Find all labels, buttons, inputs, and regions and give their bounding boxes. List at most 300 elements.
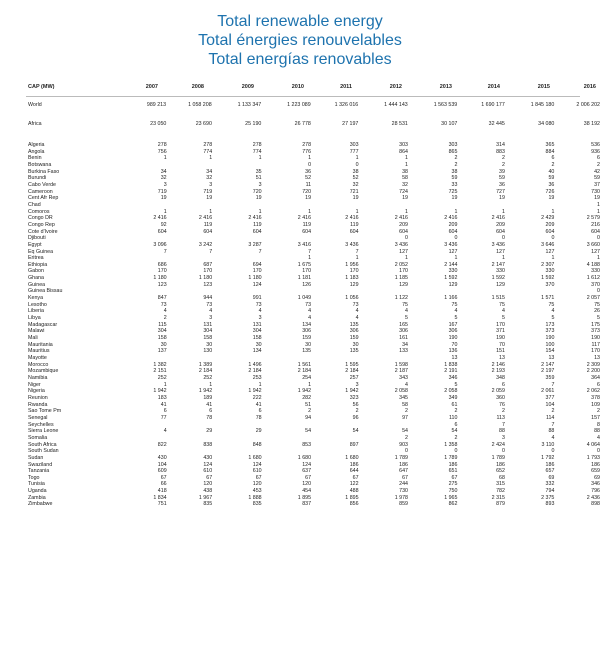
cell-value: 903: [399, 441, 408, 448]
cell-value: 2 193: [491, 368, 505, 375]
table-row: [0, 142, 600, 149]
table-row: [0, 475, 600, 482]
cell-value: 438: [203, 488, 213, 495]
cell-value: 989 213: [146, 102, 167, 108]
cell-value: 66: [160, 481, 167, 488]
cell-value: 0: [551, 448, 555, 455]
cell-value: 278: [302, 142, 312, 148]
cell-value: 1: [405, 255, 408, 262]
table-row: [0, 362, 600, 369]
cell-value: 604: [349, 228, 359, 235]
cell-value: [262, 235, 311, 242]
cell-value: 897: [349, 441, 359, 448]
cell-value: 3 436: [394, 241, 408, 248]
table-row: [0, 328, 600, 335]
cell-value: 134: [252, 348, 262, 355]
cell-value: 183: [157, 394, 167, 401]
cell-value: 837: [302, 501, 312, 508]
column-header-year: 2009: [241, 84, 254, 90]
cell-value: 3 436: [444, 241, 458, 248]
cell-value: 122: [349, 481, 359, 488]
cell-value: 0: [501, 235, 505, 242]
cell-value: 1: [308, 381, 312, 388]
cell-value: 1: [454, 208, 458, 215]
cell-value: 0: [454, 448, 458, 455]
cell-value: 109: [591, 401, 600, 408]
cell-value: 7: [551, 421, 555, 428]
cell-value: 36: [548, 181, 555, 188]
cell-value: 2 147: [541, 361, 555, 368]
cell-value: 2 424: [491, 441, 505, 448]
cell-value: [123, 162, 167, 169]
table-row: [0, 375, 600, 382]
cell-value: 1 680: [297, 454, 312, 461]
cell-value: 88: [594, 428, 600, 435]
cell-value: 32: [160, 175, 167, 182]
cell-value: 2: [454, 434, 458, 441]
cell-value: [505, 288, 554, 295]
row-label: Niger: [28, 381, 41, 388]
cell-value: [457, 202, 504, 209]
row-label: Comoros: [28, 208, 50, 215]
cell-value: 1 789: [394, 454, 408, 461]
cell-value: 158: [252, 335, 262, 342]
cell-value: 54: [305, 428, 312, 435]
cell-value: 686: [157, 261, 167, 268]
cell-value: 610: [252, 468, 262, 475]
cell-value: [212, 355, 261, 362]
cell-value: [123, 202, 167, 209]
table-row: [0, 288, 600, 295]
row-label: Liberia: [28, 308, 44, 315]
cell-value: 306: [448, 328, 458, 335]
cell-value: 1: [597, 208, 600, 215]
cell-value: 647: [399, 468, 408, 475]
country-table: [0, 142, 600, 508]
cell-value: 893: [545, 501, 555, 508]
cell-value: 2 147: [491, 261, 505, 268]
cell-value: 1 058 208: [188, 102, 212, 108]
cell-value: 2: [501, 155, 505, 162]
cell-value: 378: [591, 394, 600, 401]
cell-value: 1 675: [297, 261, 312, 268]
table-row: [0, 488, 600, 495]
cell-value: [311, 235, 358, 242]
cell-value: 3 242: [198, 241, 213, 248]
cell-value: 190: [496, 335, 505, 342]
cell-value: 1 592: [444, 275, 458, 282]
cell-value: 1 382: [153, 361, 167, 368]
cell-value: 1 942: [153, 388, 167, 395]
row-label: Sudan: [28, 454, 44, 461]
table-row: [0, 229, 600, 236]
cell-value: 130: [203, 348, 213, 355]
table-row: [0, 295, 600, 302]
cell-value: 365: [545, 142, 555, 148]
cell-value: 609: [157, 468, 167, 475]
cell-value: 37: [594, 181, 600, 188]
cell-value: [311, 202, 358, 209]
cell-value: 7: [355, 248, 359, 255]
cell-value: 115: [158, 321, 167, 328]
cell-value: 19: [499, 195, 505, 202]
cell-value: [212, 202, 261, 209]
cell-value: 127: [591, 248, 600, 255]
cell-value: 129: [496, 281, 505, 288]
cell-value: 69: [594, 474, 600, 481]
cell-value: 41: [206, 401, 213, 408]
table-row: [0, 368, 600, 375]
cell-value: [311, 355, 358, 362]
cell-value: 170: [496, 321, 505, 328]
column-header-year: 2011: [340, 84, 352, 90]
cell-value: 32: [402, 181, 408, 188]
cell-value: 137: [157, 348, 167, 355]
cell-value: 35: [255, 168, 262, 175]
column-header-year: 2013: [439, 84, 452, 90]
cell-value: 610: [203, 468, 213, 475]
cell-value: 73: [352, 301, 359, 308]
table-row: [0, 209, 600, 216]
table-row: [0, 481, 600, 488]
cell-value: 604: [252, 228, 262, 235]
row-label: Burundi: [28, 175, 47, 182]
cell-value: 1 185: [394, 275, 408, 282]
cell-value: 719: [203, 188, 213, 195]
cell-value: 253: [252, 374, 262, 381]
cell-value: 345: [399, 394, 408, 401]
cell-value: 41: [255, 401, 262, 408]
cell-value: 1 942: [198, 388, 213, 395]
row-label: Zimbabwe: [28, 501, 53, 508]
row-label: Sierra Leone: [28, 428, 59, 435]
cell-value: 2 579: [586, 215, 600, 222]
cell-value: 604: [545, 228, 555, 235]
table-row: [0, 242, 600, 249]
cell-value: 119: [350, 221, 359, 228]
cell-value: [359, 355, 408, 362]
cell-value: 244: [399, 481, 408, 488]
cell-value: 59: [499, 175, 505, 182]
cell-value: 604: [203, 228, 213, 235]
table-row: [0, 335, 600, 342]
cell-value: 1: [209, 381, 213, 388]
cell-value: 1 598: [394, 361, 408, 368]
cell-value: 4: [551, 434, 555, 441]
cell-value: 158: [203, 335, 213, 342]
cell-value: 209: [448, 221, 458, 228]
cell-value: 776: [302, 148, 312, 155]
cell-value: 7: [258, 248, 262, 255]
cell-value: 1 122: [394, 295, 408, 302]
cell-value: 70: [499, 341, 505, 348]
cell-value: 34: [160, 168, 167, 175]
cell-value: 124: [252, 281, 262, 288]
table-row: [0, 442, 600, 449]
cell-value: 1: [209, 155, 213, 162]
cell-value: 51: [305, 401, 312, 408]
cell-value: [311, 422, 358, 429]
cell-value: 278: [157, 142, 167, 148]
cell-value: 75: [402, 301, 408, 308]
table-row: [0, 222, 600, 229]
cell-value: 96: [352, 414, 359, 421]
cell-value: 6: [258, 408, 262, 415]
cell-value: 209: [545, 221, 555, 228]
cell-value: 0: [355, 161, 359, 168]
cell-value: 1 358: [444, 441, 458, 448]
cell-value: 1: [551, 208, 555, 215]
cell-value: 13: [548, 355, 555, 361]
cell-value: 119: [302, 221, 312, 228]
table-row: [0, 355, 600, 362]
cell-value: 1 181: [297, 275, 312, 282]
row-label: Angola: [28, 148, 45, 155]
cell-value: 170: [591, 348, 600, 355]
cell-value: 330: [591, 268, 600, 275]
cell-value: 303: [448, 142, 458, 148]
cell-value: [359, 422, 408, 429]
cell-value: 2: [355, 408, 359, 415]
cell-value: 859: [399, 501, 408, 508]
cell-value: [212, 255, 261, 262]
cell-value: 135: [349, 348, 359, 355]
row-label: Mali: [28, 335, 38, 342]
cell-value: 644: [349, 468, 359, 475]
cell-value: 1: [355, 208, 359, 215]
cell-value: 2: [501, 408, 505, 415]
cell-value: 104: [545, 401, 555, 408]
cell-value: 2 197: [541, 368, 555, 375]
table-row: [0, 235, 600, 242]
cell-value: 6: [209, 408, 213, 415]
cell-value: [123, 355, 167, 362]
cell-value: 1 592: [541, 275, 555, 282]
cell-value: [167, 288, 213, 295]
cell-value: 782: [496, 488, 505, 495]
cell-value: 1 496: [248, 361, 262, 368]
cell-value: 2 307: [541, 261, 555, 268]
table-row: [0, 308, 600, 315]
cell-value: 1: [405, 208, 408, 215]
cell-value: 822: [157, 441, 167, 448]
cell-value: 657: [545, 468, 555, 475]
row-label: Ethiopia: [28, 261, 48, 268]
cell-value: 77: [160, 414, 167, 421]
cell-value: 94: [305, 414, 312, 421]
cell-value: 2 058: [394, 388, 408, 395]
cell-value: 1: [258, 155, 262, 162]
cell-value: 1 183: [345, 275, 359, 282]
row-label: Malawi: [28, 328, 45, 335]
cell-value: 774: [203, 148, 213, 155]
table-row: [0, 202, 600, 209]
africa-total-row: [0, 121, 600, 128]
row-label: Lesotho: [28, 301, 47, 308]
cell-value: 30: [160, 341, 167, 348]
cell-value: 2 191: [444, 368, 458, 375]
cell-value: 2 416: [394, 215, 408, 222]
cell-value: [167, 255, 213, 262]
cell-value: 720: [252, 188, 262, 195]
table-row: [0, 262, 600, 269]
title-block: [0, 12, 600, 69]
cell-value: [212, 288, 261, 295]
cell-value: 186: [496, 461, 505, 468]
cell-value: 304: [157, 328, 167, 335]
cell-value: 373: [545, 328, 555, 335]
cell-value: 154: [545, 348, 555, 355]
cell-value: 1: [405, 155, 408, 162]
row-label: Libya: [28, 315, 41, 322]
cell-value: 373: [591, 328, 600, 335]
cell-value: 67: [352, 474, 359, 481]
column-header-year: 2015: [537, 84, 550, 90]
cell-value: 40: [548, 168, 555, 175]
cell-value: 4: [308, 308, 312, 315]
cell-value: 330: [545, 268, 555, 275]
cell-value: 278: [203, 142, 213, 148]
table-row: [0, 382, 600, 389]
row-label: Algeria: [28, 142, 45, 148]
cell-value: 52: [352, 175, 359, 182]
table-row: [0, 149, 600, 156]
cell-value: 1: [597, 255, 600, 262]
row-label: Congo Rep: [28, 221, 55, 228]
cell-value: 2: [501, 161, 505, 168]
cell-value: 1 056: [345, 295, 359, 302]
cell-value: 2 436: [586, 494, 600, 501]
cell-value: 129: [448, 281, 458, 288]
cell-value: 52: [305, 175, 312, 182]
cell-value: 2: [597, 408, 600, 415]
row-label: Congo DR: [28, 215, 53, 222]
table-row: [0, 408, 600, 415]
cell-value: 2 309: [586, 361, 600, 368]
cell-value: 1: [551, 255, 555, 262]
cell-value: 330: [496, 268, 505, 275]
cell-value: 38: [352, 168, 359, 175]
cell-value: 5: [501, 315, 505, 322]
table-row: [0, 435, 600, 442]
cell-value: 159: [302, 335, 312, 342]
cell-value: 123: [157, 281, 167, 288]
cell-value: 724: [399, 188, 408, 195]
cell-value: 186: [399, 461, 408, 468]
cell-value: 209: [496, 221, 505, 228]
row-label: Seychelles: [28, 421, 54, 428]
cell-value: 2 416: [444, 215, 458, 222]
cell-value: 4: [454, 308, 458, 315]
cell-value: 1 895: [297, 494, 312, 501]
cell-value: 330: [448, 268, 458, 275]
cell-value: 1 326 016: [334, 102, 359, 108]
cell-value: 67: [255, 474, 262, 481]
table-row: [0, 342, 600, 349]
table-row: [0, 448, 600, 455]
cell-value: 92: [160, 221, 167, 228]
cell-value: 158: [157, 335, 167, 342]
cell-value: 348: [496, 374, 505, 381]
row-label: Reunion: [28, 394, 48, 401]
title-french: Total énergies renouvelables: [198, 32, 402, 49]
cell-value: 190: [545, 335, 555, 342]
cell-value: 1: [454, 255, 458, 262]
cell-value: 6: [163, 408, 167, 415]
cell-value: 151: [496, 348, 505, 355]
table-row: [0, 495, 600, 502]
cell-value: 3: [258, 181, 262, 188]
cell-value: 862: [448, 501, 458, 508]
cell-value: 124: [252, 461, 262, 468]
cell-value: 604: [496, 228, 505, 235]
table-row: [0, 282, 600, 289]
cell-value: 2: [597, 161, 600, 168]
cell-value: 186: [448, 461, 458, 468]
cell-value: 2 151: [153, 368, 167, 375]
cell-value: 26 778: [294, 121, 311, 127]
cell-value: 23 050: [150, 121, 167, 127]
cell-value: 170: [399, 268, 408, 275]
cell-value: 28 531: [391, 121, 408, 127]
cell-value: 3: [501, 434, 505, 441]
cell-value: 7: [501, 421, 505, 428]
cell-value: 69: [548, 474, 555, 481]
row-label: Namibia: [28, 374, 48, 381]
cell-value: 136: [448, 348, 458, 355]
cell-value: 0: [405, 235, 408, 242]
cell-value: 173: [545, 321, 555, 328]
cell-value: [212, 422, 261, 429]
cell-value: 123: [203, 281, 213, 288]
row-label: Madagascar: [28, 321, 58, 328]
cell-value: 126: [302, 281, 312, 288]
row-label: Africa: [28, 121, 42, 127]
cell-value: 2 315: [491, 494, 505, 501]
cell-value: 720: [302, 188, 312, 195]
cell-value: 4: [355, 315, 359, 322]
title-english: Total renewable energy: [217, 13, 383, 30]
cell-value: [167, 162, 213, 169]
cell-value: 3 660: [586, 241, 600, 248]
row-label: Mauritius: [28, 348, 50, 355]
cell-value: 756: [157, 148, 167, 155]
cell-value: 370: [545, 281, 555, 288]
cell-value: 186: [349, 461, 359, 468]
cell-value: 222: [252, 394, 262, 401]
table-row: [0, 195, 600, 202]
cell-value: 58: [402, 175, 408, 182]
row-label: Guinea Bissau: [28, 288, 63, 295]
cell-value: 4: [355, 308, 359, 315]
row-label: Mauritania: [28, 341, 53, 348]
cell-value: 652: [496, 468, 505, 475]
cell-value: 2 375: [541, 494, 555, 501]
cell-value: 42: [594, 168, 600, 175]
cell-value: 1: [163, 381, 167, 388]
cell-value: 838: [203, 441, 213, 448]
table-row: [0, 268, 600, 275]
cell-value: 1 180: [198, 275, 213, 282]
cell-value: 88: [548, 428, 555, 435]
cell-value: [408, 202, 457, 209]
cell-value: 100: [545, 341, 555, 348]
cell-value: [167, 435, 213, 442]
row-label: Cote d'Ivoire: [28, 228, 58, 235]
table-row: [0, 402, 600, 409]
cell-value: 1: [405, 161, 408, 168]
cell-value: 2 416: [297, 215, 312, 222]
